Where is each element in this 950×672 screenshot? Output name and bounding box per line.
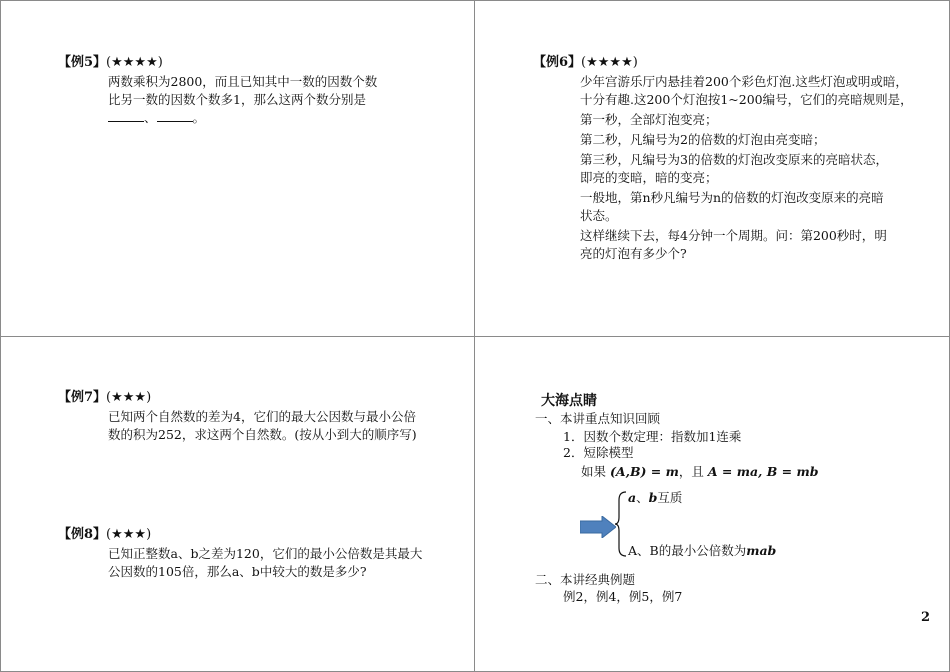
example6-header bbox=[533, 55, 638, 71]
right-arrow-icon bbox=[580, 516, 616, 538]
example6-tag: 【例6】 bbox=[533, 55, 582, 70]
example7-header bbox=[58, 390, 151, 406]
branch1-sep: 、 bbox=[636, 490, 649, 505]
summary-section2: 二、本讲经典例题 bbox=[535, 572, 636, 587]
summary-branch1 bbox=[628, 490, 682, 506]
blank-end: 。 bbox=[192, 110, 206, 125]
example5-line2: 比另一数的因数个数多1，那么这两个数分别是 bbox=[108, 92, 366, 107]
answer-blank-2 bbox=[157, 109, 193, 122]
example6-line9: 这样继续下去，每4分钟一个周期。问：第200秒时，明 bbox=[580, 228, 887, 243]
example5-stars: (★★★★) bbox=[106, 55, 163, 70]
answer-blank-1 bbox=[108, 109, 144, 122]
horizontal-divider bbox=[0, 336, 950, 337]
example8-body bbox=[108, 545, 458, 581]
example8-line1: 已知正整数a、b之差为120，它们的最小公倍数是其最大 bbox=[108, 546, 423, 561]
curly-brace-icon bbox=[614, 490, 628, 558]
branch1-b: b bbox=[648, 490, 658, 505]
summary-item2: 2．短除模型 bbox=[563, 445, 634, 460]
example7-body bbox=[108, 408, 458, 444]
example8-line2: 公因数的105倍，那么a、b中较大的数是多少? bbox=[108, 564, 367, 579]
example7-tag: 【例7】 bbox=[58, 390, 107, 405]
example6-line5: 第三秒，凡编号为3的倍数的灯泡改变原来的亮暗状态， bbox=[580, 152, 888, 167]
example6-line7: 一般地，第n秒凡编号为n的倍数的灯泡改变原来的亮暗 bbox=[580, 190, 884, 205]
example6-line2: 十分有趣.这200个灯泡按1~200编号，它们的亮暗规则是， bbox=[580, 92, 913, 107]
example6-line1: 少年宫游乐厅内悬挂着200个彩色灯泡.这些灯泡或明或暗， bbox=[580, 74, 908, 89]
example6-line4: 第二秒，凡编号为2的倍数的灯泡由亮变暗； bbox=[580, 132, 826, 147]
example6-line10: 亮的灯泡有多少个? bbox=[580, 246, 687, 261]
example5-body bbox=[108, 73, 448, 127]
branch2-text: A、B的最小公倍数为 bbox=[628, 543, 747, 558]
summary-title: 大海点睛 bbox=[541, 393, 597, 409]
example5-line3 bbox=[108, 109, 448, 127]
branch2-mab: mab bbox=[746, 543, 777, 558]
example5-tag: 【例5】 bbox=[58, 55, 107, 70]
summary-section1: 一、本讲重点知识回顾 bbox=[535, 411, 661, 426]
page-number: 2 bbox=[921, 610, 931, 625]
branch1-text: 互质 bbox=[657, 490, 683, 505]
example6-body bbox=[580, 73, 930, 263]
example8-stars: (★★★) bbox=[106, 527, 152, 542]
summary-examples: 例2，例4，例5，例7 bbox=[563, 589, 683, 604]
example6-line6: 即亮的变暗，暗的变亮； bbox=[580, 170, 718, 185]
summary-branch2 bbox=[628, 543, 776, 559]
example8-tag: 【例8】 bbox=[58, 527, 107, 542]
example7-line2: 数的积为252，求这两个自然数。(按从小到大的顺序写) bbox=[108, 427, 417, 442]
blank-separator: 、 bbox=[144, 110, 157, 125]
example5-line1: 两数乘积为2800，而且已知其中一数的因数个数 bbox=[108, 74, 378, 89]
example8-header bbox=[58, 527, 151, 543]
example5-header bbox=[58, 55, 163, 71]
branch1-a: a bbox=[628, 490, 637, 505]
decomposition-formula: A = ma, B = mb bbox=[707, 464, 819, 479]
summary-item1: 1．因数个数定理：指数加1连乘 bbox=[563, 429, 742, 444]
example7-stars: (★★★) bbox=[106, 390, 152, 405]
summary-formula-line bbox=[581, 464, 818, 480]
if-word: 如果 bbox=[581, 464, 607, 479]
and-word: ，且 bbox=[678, 464, 704, 479]
example6-line8: 状态。 bbox=[580, 208, 618, 223]
gcd-formula: (A,B) = m bbox=[610, 464, 679, 479]
example6-stars: (★★★★) bbox=[581, 55, 638, 70]
example7-line1: 已知两个自然数的差为4，它们的最大公因数与最小公倍 bbox=[108, 409, 416, 424]
example6-line3: 第一秒，全部灯泡变亮； bbox=[580, 112, 718, 127]
